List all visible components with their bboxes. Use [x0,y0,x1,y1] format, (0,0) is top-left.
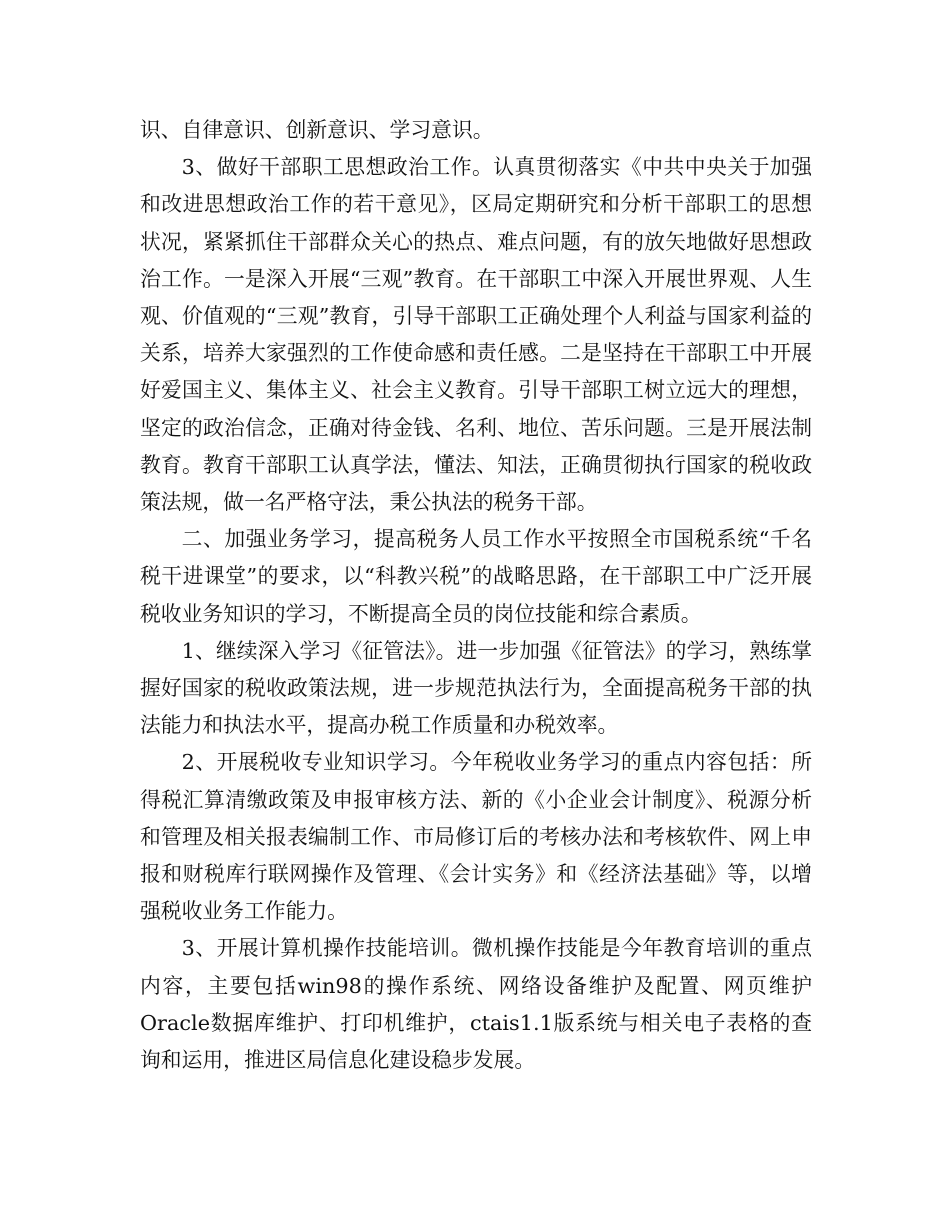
paragraph-business-study: 二、加强业务学习，提高税务人员工作水平按照全市国税系统“千名税干进课堂”的要求，以“科教兴税”的战略思路，在干部职工中广泛开展税收业务知识的学习，不断提高全员的岗位技能和综合素质。 [140,527,812,626]
paragraph-computer-training: 3、开展计算机操作技能培训。微机操作技能是今年教育培训的重点内容，主要包括win98的操作系统、网络设备维护及配置、网页维护Oracle数据库维护、打印机维护，ctais1.1版系统与相关电子表格的查询和运用，推进区局信息化建设稳步发展。 [140,936,812,1073]
paragraph-tax-knowledge: 2、开展税收专业知识学习。今年税收业务学习的重点内容包括：所得税汇算清缴政策及申报审核方法、新的《小企业会计制度》、税源分析和管理及相关报表编制工作、市局修订后的考核办法和考核软件、网上申报和财税库行联网操作及管理、《会计实务》和《经济法基础》等，以增强税收业务工作能力。 [140,750,812,924]
document-body [140,112,812,1079]
paragraph-continuation: 识、自律意识、创新意识、学习意识。 [140,118,494,142]
paragraph-tax-law-study: 1、继续深入学习《征管法》。进一步加强《征管法》的学习，熟练掌握好国家的税收政策法规，进一步规范执法行为，全面提高税务干部的执法能力和执法水平，提高办税工作质量和办税效率。 [140,638,812,738]
paragraph-political-work: 3、做好干部职工思想政治工作。认真贯彻落实《中共中央关于加强和改进思想政治工作的若干意见》，区局定期研究和分析干部职工的思想状况，紧紧抓住干部群众关心的热点、难点问题，有的放矢地做好思想政治工作。一是深入开展“三观”教育。在干部职工中深入开展世界观、人生观、价值观的“三观”教育，引导干部职工正确处理个人利益与国家利益的关系，培养大家强烈的工作使命感和责任感。二是坚持在干部职工中开展好爱国主义、集体主义、社会主义教育。引导干部职工树立远大的理想，坚定的政治信念，正确对待金钱、名利、地位、苦乐问题。三是开展法制教育。教育干部职工认真学法，懂法、知法，正确贯彻执行国家的税收政策法规，做一名严格守法，秉公执法的税务干部。 [140,155,812,515]
